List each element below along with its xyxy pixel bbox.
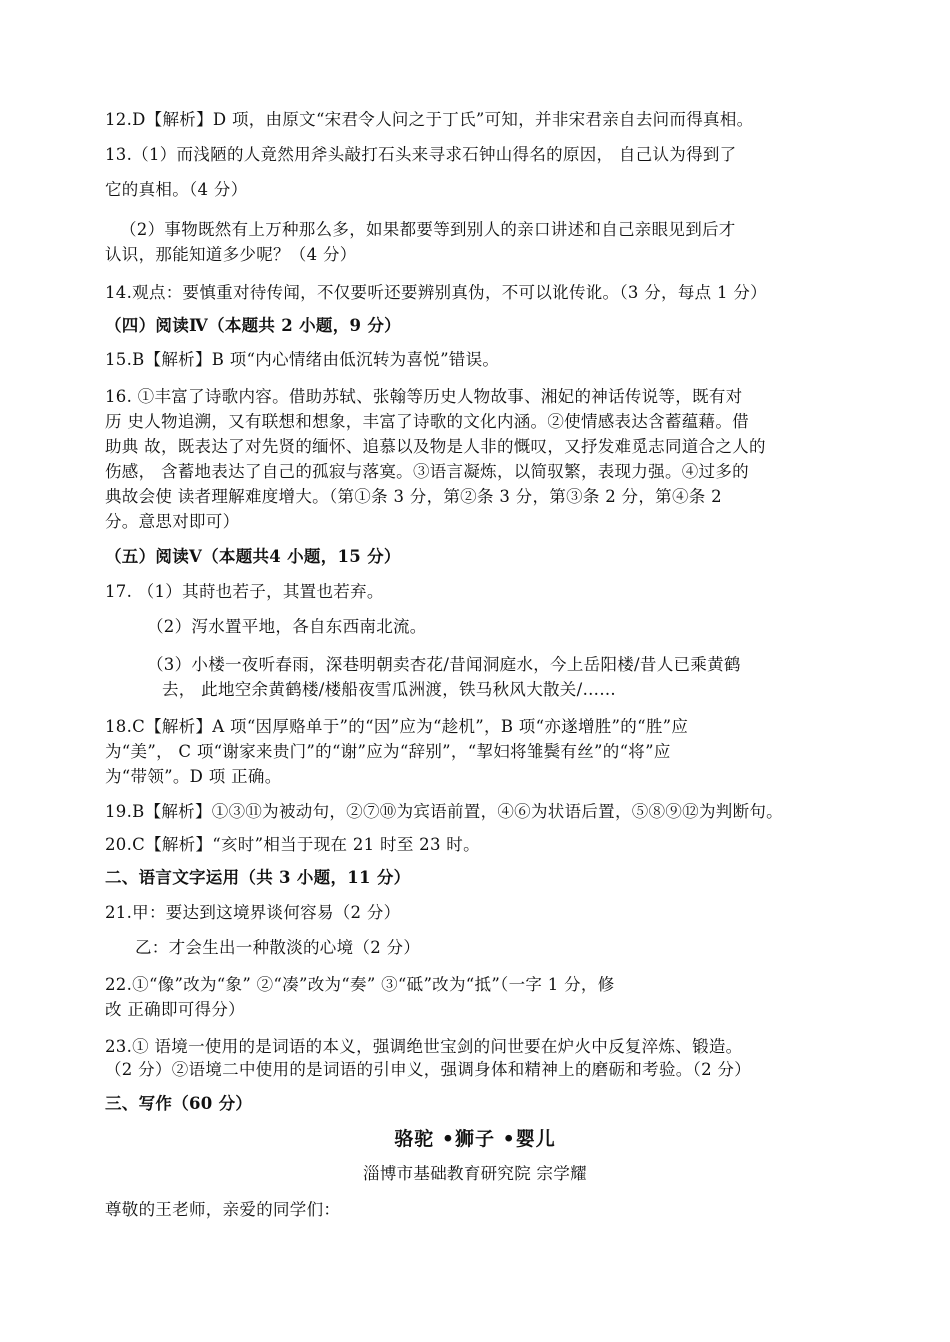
answer-12: 12.D【解析】D 项，由原文“宋君令人问之于丁氏”可知，并非宋君亲自去问而得真相。 xyxy=(105,110,754,129)
answer-16-line3: 助典 故，既表达了对先贤的缅怀、追慕以及物是人非的慨叹，又抒发难觅志同道合之人的 xyxy=(105,437,766,456)
answer-16-line2: 历 史人物追溯，又有联想和想象，丰富了诗歌的文化内涵。②使情感表达含蓄蕴藉。借 xyxy=(105,412,749,431)
answer-20: 20.C【解析】“亥时”相当于现在 21 时至 23 时。 xyxy=(105,835,480,854)
answer-13-part2-line2: 认识，那能知道多少呢？（4 分） xyxy=(105,245,357,264)
answer-13-part1-line2: 它的真相。（4 分） xyxy=(105,180,248,199)
answer-21-b: 乙：才会生出一种散淡的心境（2 分） xyxy=(135,938,421,957)
essay-title: 骆驼 •狮子 •婴儿 xyxy=(394,1128,556,1150)
answer-23-line1: 23.① 语境一使用的是词语的本义，强调绝世宝剑的问世要在炉火中反复淬炼、锻造。 xyxy=(105,1037,743,1056)
essay-author: 淄博市基础教育研究院 宗学耀 xyxy=(363,1164,587,1183)
answer-15: 15.B【解析】B 项“内心情绪由低沉转为喜悦”错误。 xyxy=(105,350,500,369)
answer-13-part2-line1: （2）事物既然有上万种那么多，如果都要等到别人的亲口讲述和自己亲眼见到后才 xyxy=(120,220,736,239)
answer-17-part3-line2: 去， 此地空余黄鹤楼/楼船夜雪瓜洲渡，铁马秋风大散关/…… xyxy=(162,680,617,699)
answer-22-line2: 改 正确即可得分） xyxy=(105,1000,245,1019)
answer-14: 14.观点：要慎重对待传闻，不仅要听还要辨别真伪，不可以讹传讹。（3 分，每点 1 分） xyxy=(105,283,767,302)
answer-16-line5: 典故会使 读者理解难度增大。（第①条 3 分，第②条 3 分，第③条 2 分，第④条 2 xyxy=(105,487,722,506)
answer-16-line4: 伤感， 含蓄地表达了自己的孤寂与落寞。③语言凝炼，以简驭繁，表现力强。④过多的 xyxy=(105,462,749,481)
section-reading-4-heading: （四）阅读Ⅳ（本题共 2 小题，9 分） xyxy=(105,316,401,335)
answer-13-part1-line1: 13.（1）而浅陋的人竟然用斧头敲打石头来寻求石钟山得名的原因， 自己认为得到了 xyxy=(105,145,737,164)
answer-18-line2: 为“美”， C 项“谢家来贵门”的“谢”应为“辞别”，“挈妇将雏鬓有丝”的“将”应 xyxy=(105,742,671,761)
answer-17-part3-line1: （3）小楼一夜听春雨，深巷明朝卖杏花/昔闻洞庭水，今上岳阳楼/昔人已乘黄鹤 xyxy=(147,655,741,674)
section-writing-heading: 三、写作（60 分） xyxy=(105,1094,253,1113)
answer-18-line1: 18.C【解析】A 项“因厚赂单于”的“因”应为“趁机”，B 项“亦遂增胜”的“胜”应 xyxy=(105,717,689,736)
section-reading-5-heading: （五）阅读Ⅴ（本题共4 小题，15 分） xyxy=(105,547,401,566)
answer-16-line1: 16. ①丰富了诗歌内容。借助苏轼、张翰等历史人物故事、湘妃的神话传说等，既有对 xyxy=(105,387,743,406)
answer-22-line1: 22.①“像”改为“象” ②“凑”改为“奏” ③“砥”改为“抵”（一字 1 分，修 xyxy=(105,975,615,994)
essay-salutation: 尊敬的王老师，亲爱的同学们： xyxy=(105,1200,341,1219)
answer-16-line6: 分。意思对即可） xyxy=(105,512,240,531)
answer-18-line3: 为“带领”。D 项 正确。 xyxy=(105,767,282,786)
answer-17-part1: 17. （1）其莳也若子，其置也若弃。 xyxy=(105,582,384,601)
answer-17-part2: （2）泻水置平地，各自东西南北流。 xyxy=(147,617,427,636)
answer-21-a: 21.甲：要达到这境界谈何容易（2 分） xyxy=(105,903,401,922)
section-language-heading: 二、语言文字运用（共 3 小题，11 分） xyxy=(105,868,411,887)
answer-19: 19.B【解析】①③⑪为被动句，②⑦⑩为宾语前置，④⑥为状语后置，⑤⑧⑨⑫为判断句。 xyxy=(105,802,783,821)
answer-23-line2: （2 分）②语境二中使用的是词语的引申义，强调身体和精神上的磨砺和考验。（2 分） xyxy=(105,1060,752,1079)
